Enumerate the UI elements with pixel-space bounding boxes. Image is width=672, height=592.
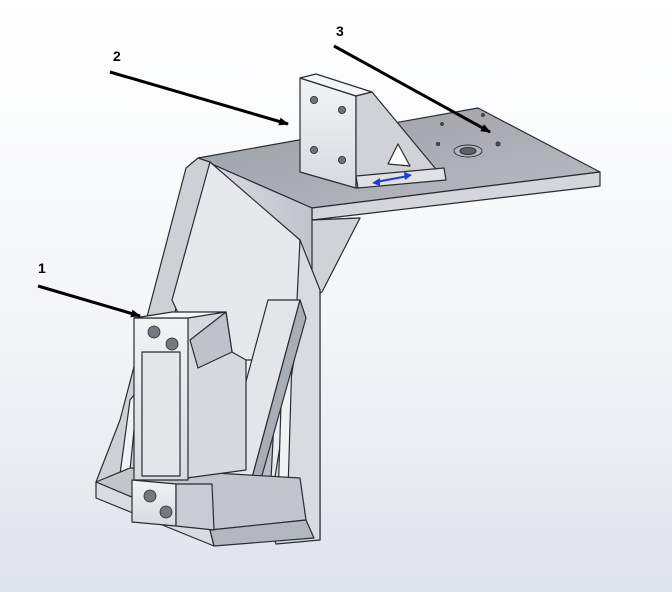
small-hole	[496, 142, 500, 146]
hole	[310, 146, 317, 153]
callout-label-3: 3	[336, 23, 344, 39]
holder-inner-panel	[142, 352, 180, 476]
small-hole	[482, 114, 485, 117]
bottom-block-right	[176, 484, 214, 530]
hole	[338, 156, 345, 163]
hole	[144, 490, 156, 502]
center-hole-inner	[460, 147, 476, 154]
callout-label-1: 1	[38, 260, 46, 276]
hole	[338, 106, 345, 113]
hole	[310, 96, 317, 103]
hole	[160, 506, 172, 518]
small-hole	[441, 123, 444, 126]
upright-block-front	[300, 78, 356, 188]
hole	[166, 338, 178, 350]
bottom-block-front	[132, 480, 176, 526]
small-hole	[436, 142, 439, 145]
hole	[148, 326, 160, 338]
callout-label-2: 2	[113, 48, 121, 64]
